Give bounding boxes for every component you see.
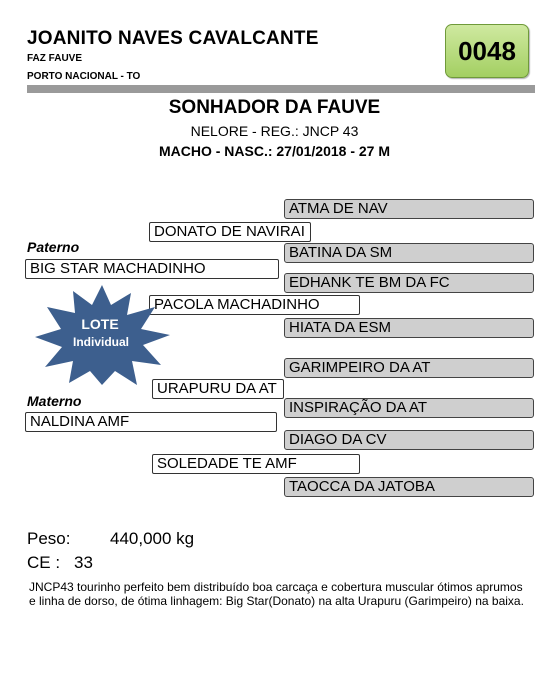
great-grandparent-box: TAOCCA DA JATOBA: [284, 477, 534, 497]
great-grandparent-box: GARIMPEIRO DA AT: [284, 358, 534, 378]
sex-birth-line: MACHO - NASC.: 27/01/2018 - 27 M: [158, 143, 391, 159]
breed-registration: NELORE - REG.: JNCP 43: [190, 123, 359, 139]
great-grandparent-box: HIATA DA ESM: [284, 318, 534, 338]
maternal-grandsire-box: URAPURU DA AT: [152, 379, 284, 399]
great-grandparent-box: ATMA DE NAV: [284, 199, 534, 219]
farm-name: FAZ FAUVE: [27, 53, 83, 64]
header-divider: [27, 85, 535, 93]
owner-name: JOANITO NAVES CAVALCANTE: [27, 28, 319, 49]
animal-name: SONHADOR DA FAUVE: [168, 97, 381, 118]
individual-label: Individual: [72, 335, 129, 349]
great-grandparent-box: INSPIRAÇÃO DA AT: [284, 398, 534, 418]
lote-label: LOTE: [81, 316, 119, 332]
paternal-granddam-box: PACOLA MACHADINHO: [149, 295, 360, 315]
sire-box: BIG STAR MACHADINHO: [25, 259, 279, 279]
paternal-label: Paterno: [27, 239, 80, 255]
description-notes: JNCP43 tourinho perfeito bem distribuído boa carcaça e cobertura muscular ótimos aprumos e linha de dorso, de ótima linhagem: Big Star(Donato) na alta Urapuru (Garimpeiro) na baixa.: [29, 580, 524, 608]
great-grandparent-box: BATINA DA SM: [284, 243, 534, 263]
great-grandparent-box: EDHANK TE BM DA FC: [284, 273, 534, 293]
owner-location: PORTO NACIONAL - TO: [27, 71, 141, 82]
great-grandparent-box: DIAGO DA CV: [284, 430, 534, 450]
maternal-granddam-box: SOLEDADE TE AMF: [152, 454, 360, 474]
maternal-label: Materno: [27, 393, 82, 409]
ce-value: 33: [74, 553, 93, 572]
paternal-grandsire-box: DONATO DE NAVIRAI: [149, 222, 311, 242]
dam-box: NALDINA AMF: [25, 412, 277, 432]
weight-label: Peso:: [27, 529, 71, 548]
weight-value: 440,000 kg: [110, 529, 195, 548]
lot-number-badge: 0048: [445, 24, 529, 78]
ce-label: CE :: [27, 553, 61, 572]
